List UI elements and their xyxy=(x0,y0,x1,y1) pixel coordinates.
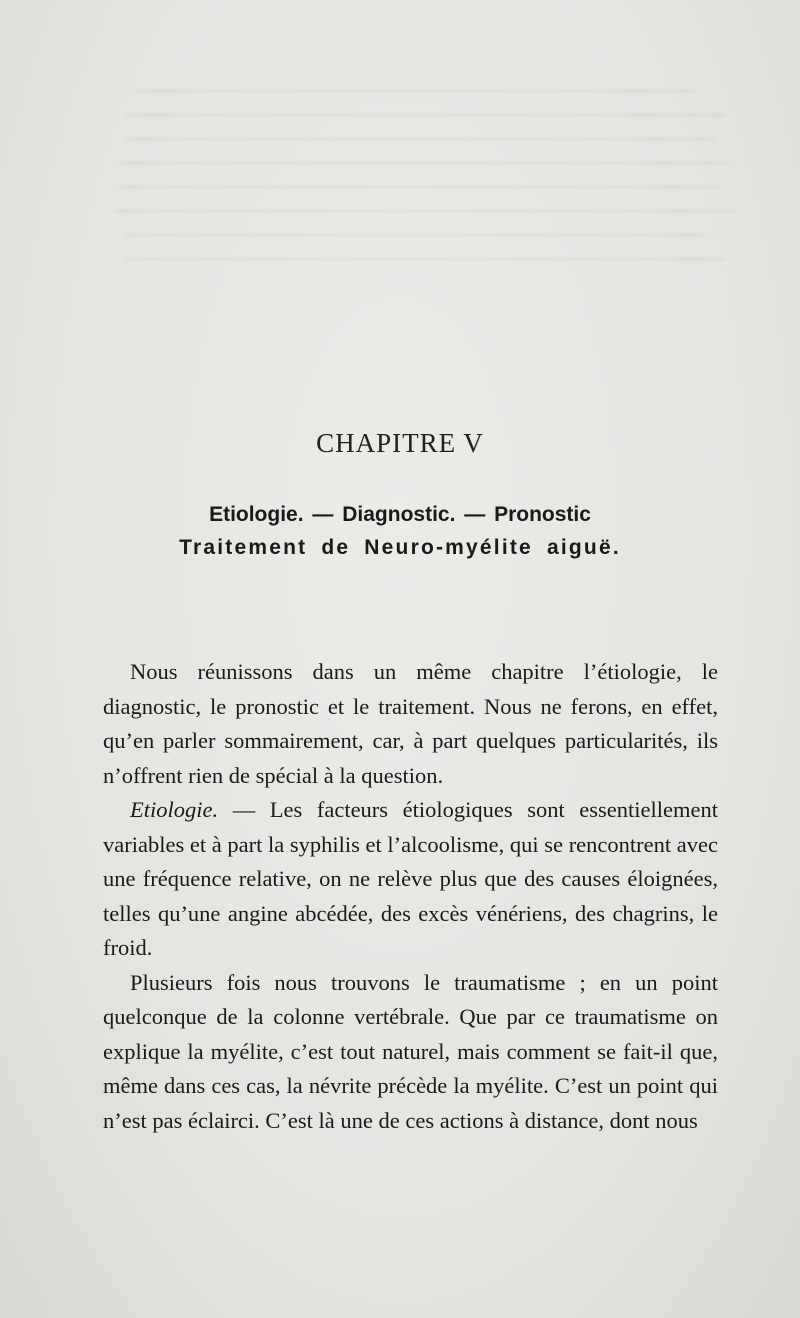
chapter-subtitle-line-1: Etiologie. — Diagnostic. — Pronostic xyxy=(209,503,591,526)
paragraph-2 xyxy=(103,793,718,966)
paragraph-2-label: Etiologie. xyxy=(130,797,219,822)
chapter-subtitle-line-2: Traitement de Neuro-myélite aiguë. xyxy=(179,536,621,559)
paragraph-3: Plusieurs fois nous trouvons le traumatisme ; en un point quelconque de la colonne vertébrale. Que par ce traumatisme on explique la myélite, c’est tout naturel, mais comment se fait-il que, même dans ces cas, la névrite précède la myélite. C’est un point qui n’est pas éclairci. C’est là une de ces actions à distance, dont nous xyxy=(103,969,718,1133)
paragraph-2-text: — Les facteurs étiologiques sont essentiellement variables et à part la syphilis et l’alcoolisme, qui se rencontrent avec une fréquence relative, on ne relève plus que des causes éloignées, telles qu’une angine abcédée, des excès vénériens, des chagrins, le froid. xyxy=(103,797,718,960)
body-text xyxy=(103,655,718,1138)
show-through-texture xyxy=(95,60,735,282)
chapter-heading: CHAPITRE V xyxy=(316,428,484,458)
paragraph-1: Nous réunissons dans un même chapitre l’étiologie, le diagnostic, le pronostic et le traitement. Nous ne ferons, en effet, qu’en parler sommairement, car, à part quelques particularités, ils n’offrent rien de spécial à la question. xyxy=(103,659,718,788)
